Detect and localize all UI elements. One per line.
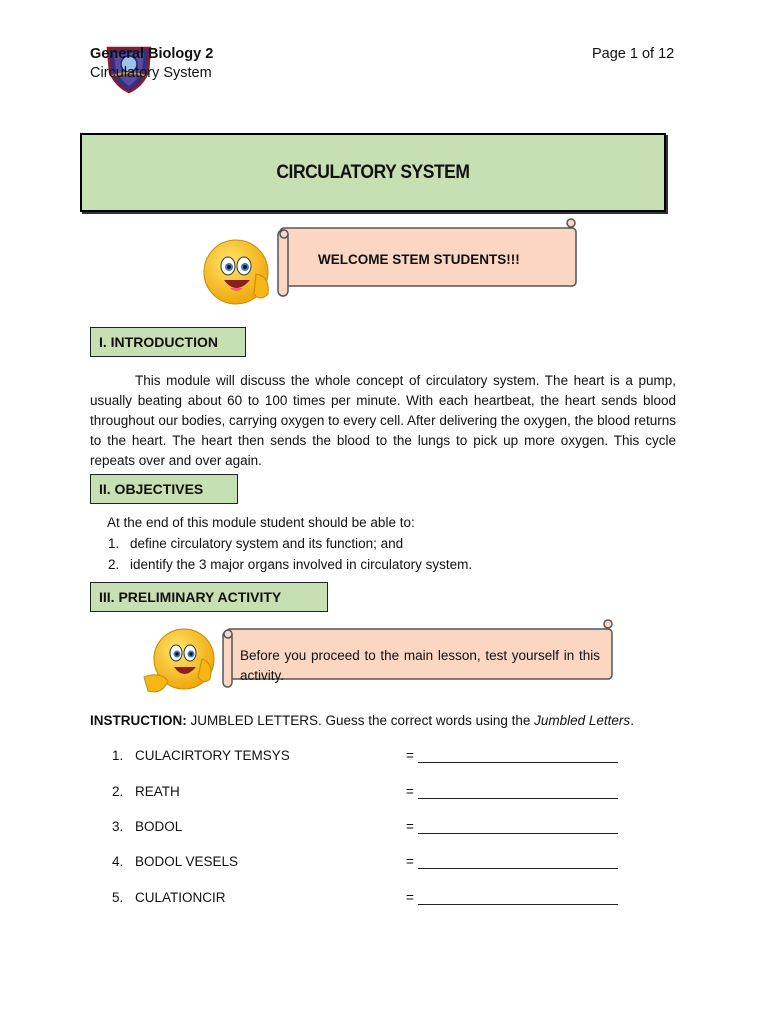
instruction-label: INSTRUCTION: — [90, 713, 187, 728]
smiley-emoji-icon — [198, 236, 278, 308]
jumbled-item — [112, 890, 652, 910]
instruction-end: . — [630, 713, 634, 728]
equals-sign: = — [406, 748, 414, 763]
title-box — [80, 133, 666, 212]
jumbled-number: 1. — [112, 748, 124, 763]
page-title: CIRCULATORY SYSTEM — [276, 161, 470, 183]
equals-sign: = — [406, 854, 414, 869]
objective-text: define circulatory system and its function; and — [130, 536, 404, 551]
answer-blank[interactable] — [418, 833, 618, 834]
header-topic: Circulatory System — [90, 65, 212, 81]
answer-blank[interactable] — [418, 904, 618, 905]
instruction-emphasis: Jumbled Letters — [534, 713, 631, 728]
jumbled-word: REATH — [135, 784, 180, 799]
jumbled-number: 5. — [112, 890, 124, 905]
equals-sign: = — [406, 819, 414, 834]
jumbled-number: 3. — [112, 819, 124, 834]
answer-blank[interactable] — [418, 868, 618, 869]
welcome-text: WELCOME STEM STUDENTS!!! — [318, 252, 520, 267]
jumbled-word: CULACIRTORY TEMSYS — [135, 748, 290, 763]
introduction-paragraph: This module will discuss the whole concept of circulatory system. The heart is a pump, usually beating about 60 to 100 times per minute. With each heartbeat, the heart sends blood throughout our bodies, carrying oxygen to every cell. After delivering the oxygen, the blood returns to the heart. The heart then sends the blood to the lungs to pick up more oxygen. This cycle repeats over and over again. — [90, 373, 676, 468]
jumbled-item — [112, 784, 652, 804]
jumbled-item — [112, 748, 652, 768]
preliminary-banner-text: Before you proceed to the main lesson, test yourself in this activity. — [240, 648, 600, 683]
jumbled-item — [112, 854, 652, 874]
jumbled-word: CULATIONCIR — [135, 890, 226, 905]
objective-number: 1. — [108, 536, 120, 551]
objectives-intro: At the end of this module student should be able to: — [107, 515, 415, 530]
smiley-emoji-icon — [140, 625, 220, 701]
jumbled-item — [112, 819, 652, 839]
preliminary-banner — [226, 630, 606, 683]
objective-text: identify the 3 major organs involved in circulatory system. — [130, 557, 473, 572]
page-number: Page 1 of 12 — [592, 46, 675, 62]
section-preliminary-heading: III. PRELIMINARY ACTIVITY — [90, 582, 328, 612]
instruction-text: JUMBLED LETTERS. Guess the correct words using the — [186, 713, 535, 728]
instruction — [90, 713, 634, 728]
objective-item — [108, 536, 403, 551]
header-subject: General Biology 2 — [90, 46, 214, 62]
objective-number: 2. — [108, 557, 120, 572]
objective-item — [108, 557, 472, 572]
answer-blank[interactable] — [418, 762, 618, 763]
jumbled-number: 2. — [112, 784, 124, 799]
section-introduction-heading: I. INTRODUCTION — [90, 327, 246, 357]
answer-blank[interactable] — [418, 798, 618, 799]
jumbled-word: BODOL VESELS — [135, 854, 239, 869]
jumbled-number: 4. — [112, 854, 124, 869]
equals-sign: = — [406, 890, 414, 905]
equals-sign: = — [406, 784, 414, 799]
jumbled-word: BODOL — [135, 819, 183, 834]
section-objectives-heading: II. OBJECTIVES — [90, 474, 238, 504]
